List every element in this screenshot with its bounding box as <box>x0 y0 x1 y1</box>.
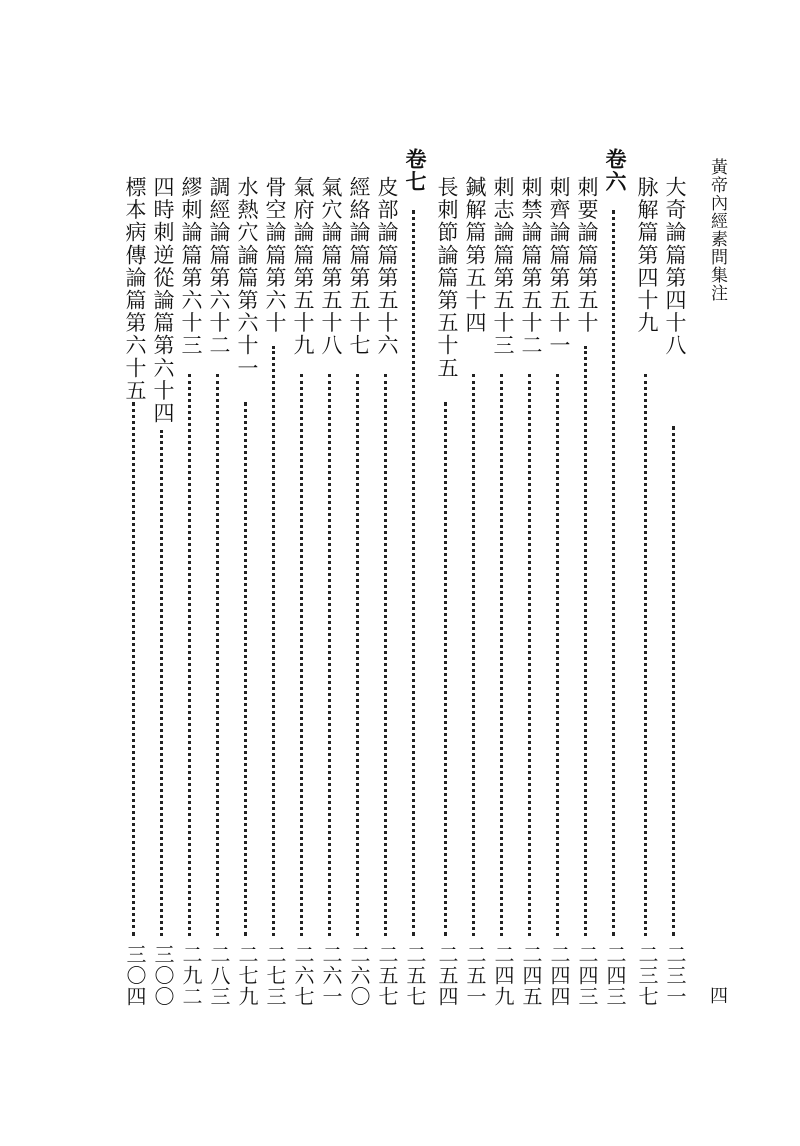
dot-leader <box>672 426 675 936</box>
toc-entry[interactable] <box>204 0 234 1146</box>
dot-leader <box>528 374 531 936</box>
entry-page: 二八三 <box>207 944 231 1007</box>
toc-entry[interactable] <box>488 0 518 1146</box>
dot-leader <box>244 402 247 936</box>
dot-leader <box>356 374 359 936</box>
toc-entry[interactable] <box>260 0 290 1146</box>
toc-entry[interactable] <box>372 0 402 1146</box>
dot-leader <box>328 374 331 936</box>
entry-title: 大奇論篇第四十八 <box>663 176 687 357</box>
toc-volume-heading[interactable] <box>400 0 430 1146</box>
toc-entry[interactable] <box>632 0 662 1146</box>
volume-title: 卷七 <box>403 148 428 194</box>
entry-title: 脉解篇第四十九 <box>635 176 659 335</box>
entry-title: 標本病傳論篇第六十五 <box>123 176 147 402</box>
entry-title: 骨空論篇第六十 <box>263 176 287 335</box>
dot-leader <box>472 374 475 936</box>
entry-title: 調經論篇第六十二 <box>207 176 231 357</box>
entry-title: 四時刺逆從論篇第六十四 <box>151 176 175 425</box>
entry-title: 經絡論篇第五十七 <box>347 176 371 357</box>
dot-leader <box>644 374 647 936</box>
dot-leader <box>216 374 219 936</box>
entry-title: 刺志論篇第五十三 <box>491 176 515 357</box>
entry-page: 二五七 <box>375 944 399 1007</box>
dot-leader <box>584 346 587 936</box>
entry-title: 刺要論篇第五十 <box>575 176 599 335</box>
dot-leader <box>188 374 191 936</box>
entry-page: 二六〇 <box>347 944 371 1007</box>
toc-entry[interactable] <box>572 0 602 1146</box>
dot-leader <box>132 402 135 936</box>
toc-entry[interactable] <box>120 0 150 1146</box>
toc-entry[interactable] <box>432 0 462 1146</box>
entry-page: 三〇〇 <box>151 944 175 1007</box>
dot-leader <box>500 374 503 936</box>
entry-title: 長刺節論篇第五十五 <box>435 176 459 380</box>
dot-leader <box>412 210 415 936</box>
entry-title: 氣穴論篇第五十八 <box>319 176 343 357</box>
dot-leader <box>612 210 615 936</box>
entry-page: 二三七 <box>635 944 659 1007</box>
entry-page: 二四三 <box>603 944 627 1007</box>
entry-title: 水熱穴論篇第六十一 <box>235 176 259 380</box>
toc-entry[interactable] <box>660 0 690 1146</box>
toc-entry[interactable] <box>316 0 346 1146</box>
entry-title: 刺禁論篇第五十二 <box>519 176 543 357</box>
toc-volume-heading[interactable] <box>600 0 630 1146</box>
dot-leader <box>300 374 303 936</box>
entry-title: 刺齊論篇第五十一 <box>547 176 571 357</box>
entry-page: 二四五 <box>519 944 543 1007</box>
entry-page: 二三一 <box>663 944 687 1007</box>
dot-leader <box>444 402 447 936</box>
entry-title: 繆刺論篇第六十三 <box>179 176 203 357</box>
toc-entry[interactable] <box>176 0 206 1146</box>
entry-page: 二五四 <box>435 944 459 1007</box>
entry-page: 二四九 <box>491 944 515 1007</box>
dot-leader <box>272 346 275 936</box>
toc-entry[interactable] <box>544 0 574 1146</box>
dot-leader <box>160 430 163 936</box>
entry-page: 二五七 <box>403 944 427 1007</box>
entry-title: 皮部論篇第五十六 <box>375 176 399 357</box>
entry-page: 二七九 <box>235 944 259 1007</box>
volume-title: 卷六 <box>603 148 628 194</box>
entry-page: 二六七 <box>291 944 315 1007</box>
toc-entry[interactable] <box>288 0 318 1146</box>
entry-page: 二九二 <box>179 944 203 1007</box>
entry-page: 二四三 <box>575 944 599 1007</box>
page-number: 四 <box>707 986 728 1004</box>
entry-page: 二四四 <box>547 944 571 1007</box>
toc-entry[interactable] <box>516 0 546 1146</box>
toc-entry[interactable] <box>232 0 262 1146</box>
entry-page: 三〇四 <box>123 944 147 1007</box>
entry-page: 二五一 <box>463 944 487 1007</box>
dot-leader <box>556 374 559 936</box>
running-title: 黃帝內經素問集注 <box>707 158 727 302</box>
entry-title: 鍼解篇第五十四 <box>463 176 487 335</box>
entry-page: 二七三 <box>263 944 287 1007</box>
dot-leader <box>384 374 387 936</box>
entry-page: 二六一 <box>319 944 343 1007</box>
toc-entry[interactable] <box>344 0 374 1146</box>
toc-entry[interactable] <box>460 0 490 1146</box>
toc-entry[interactable] <box>148 0 178 1146</box>
entry-title: 氣府論篇第五十九 <box>291 176 315 357</box>
